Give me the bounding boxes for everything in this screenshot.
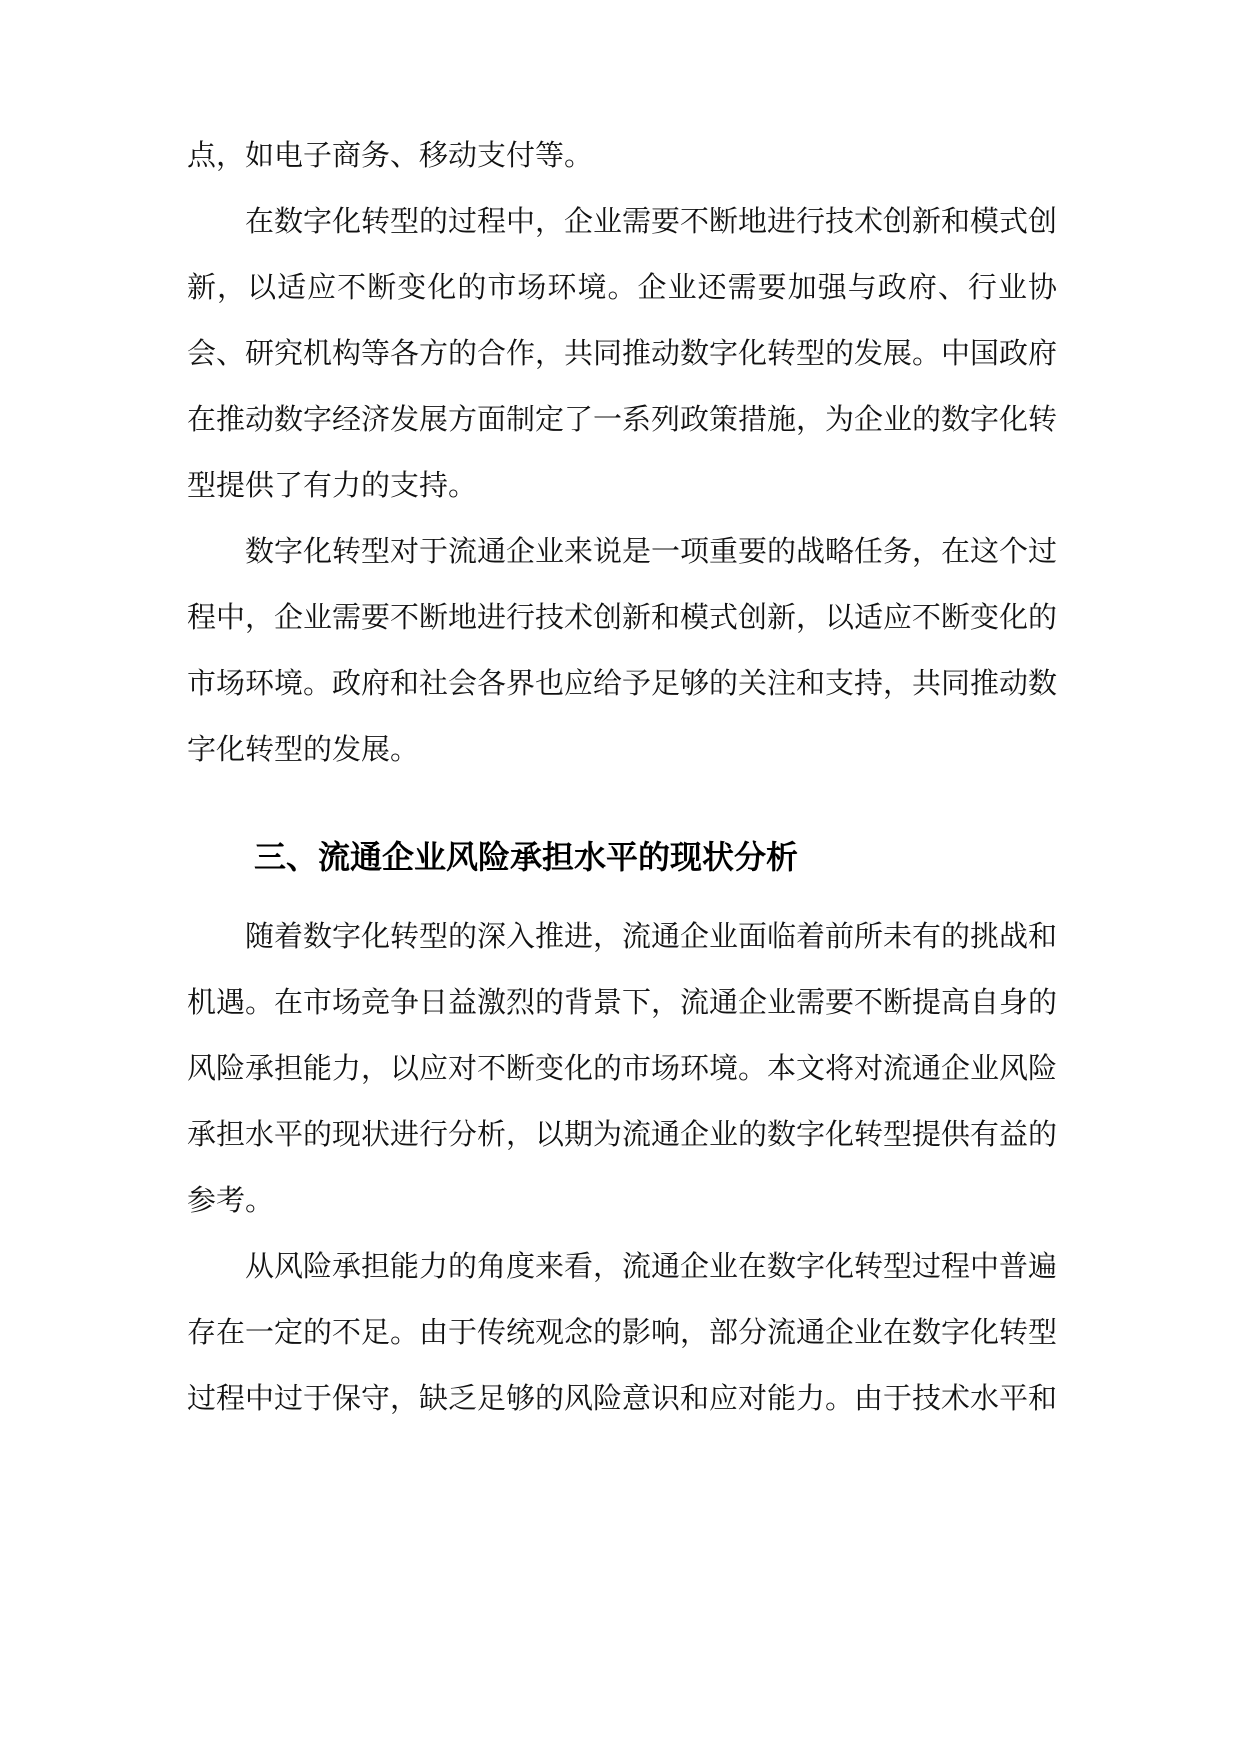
paragraph-digital-transformation: 在数字化转型的过程中，企业需要不断地进行技术创新和模式创新，以适应不断变化的市场环境。企业还需要加强与政府、行业协会、研究机构等各方的合作，共同推动数字化转型的发展。中国政府在推动数字经济发展方面制定了一系列政策措施，为企业的数字化转型提供了有力的支持。 <box>187 204 1058 502</box>
paragraph-risk-capacity: 从风险承担能力的角度来看，流通企业在数字化转型过程中普遍存在一定的不足。由于传统观念的影响，部分流通企业在数字化转型过程中过于保守，缺乏足够的风险意识和应对能力。由于技术水平和 <box>187 1249 1058 1415</box>
paragraph-status-intro: 随着数字化转型的深入推进，流通企业面临着前所未有的挑战和机遇。在市场竞争日益激烈的背景下，流通企业需要不断提高自身的风险承担能力，以应对不断变化的市场环境。本文将对流通企业风险承担水平的现状进行分析，以期为流通企业的数字化转型提供有益的参考。 <box>187 919 1058 1217</box>
section-heading: 三、流通企业风险承担水平的现状分析 <box>254 838 799 876</box>
paragraph-strategic-task: 数字化转型对于流通企业来说是一项重要的战略任务，在这个过程中，企业需要不断地进行技术创新和模式创新，以适应不断变化的市场环境。政府和社会各界也应给予足够的关注和支持，共同推动数字化转型的发展。 <box>187 534 1058 766</box>
paragraph-continuation: 点，如电子商务、移动支付等。 <box>187 138 594 172</box>
